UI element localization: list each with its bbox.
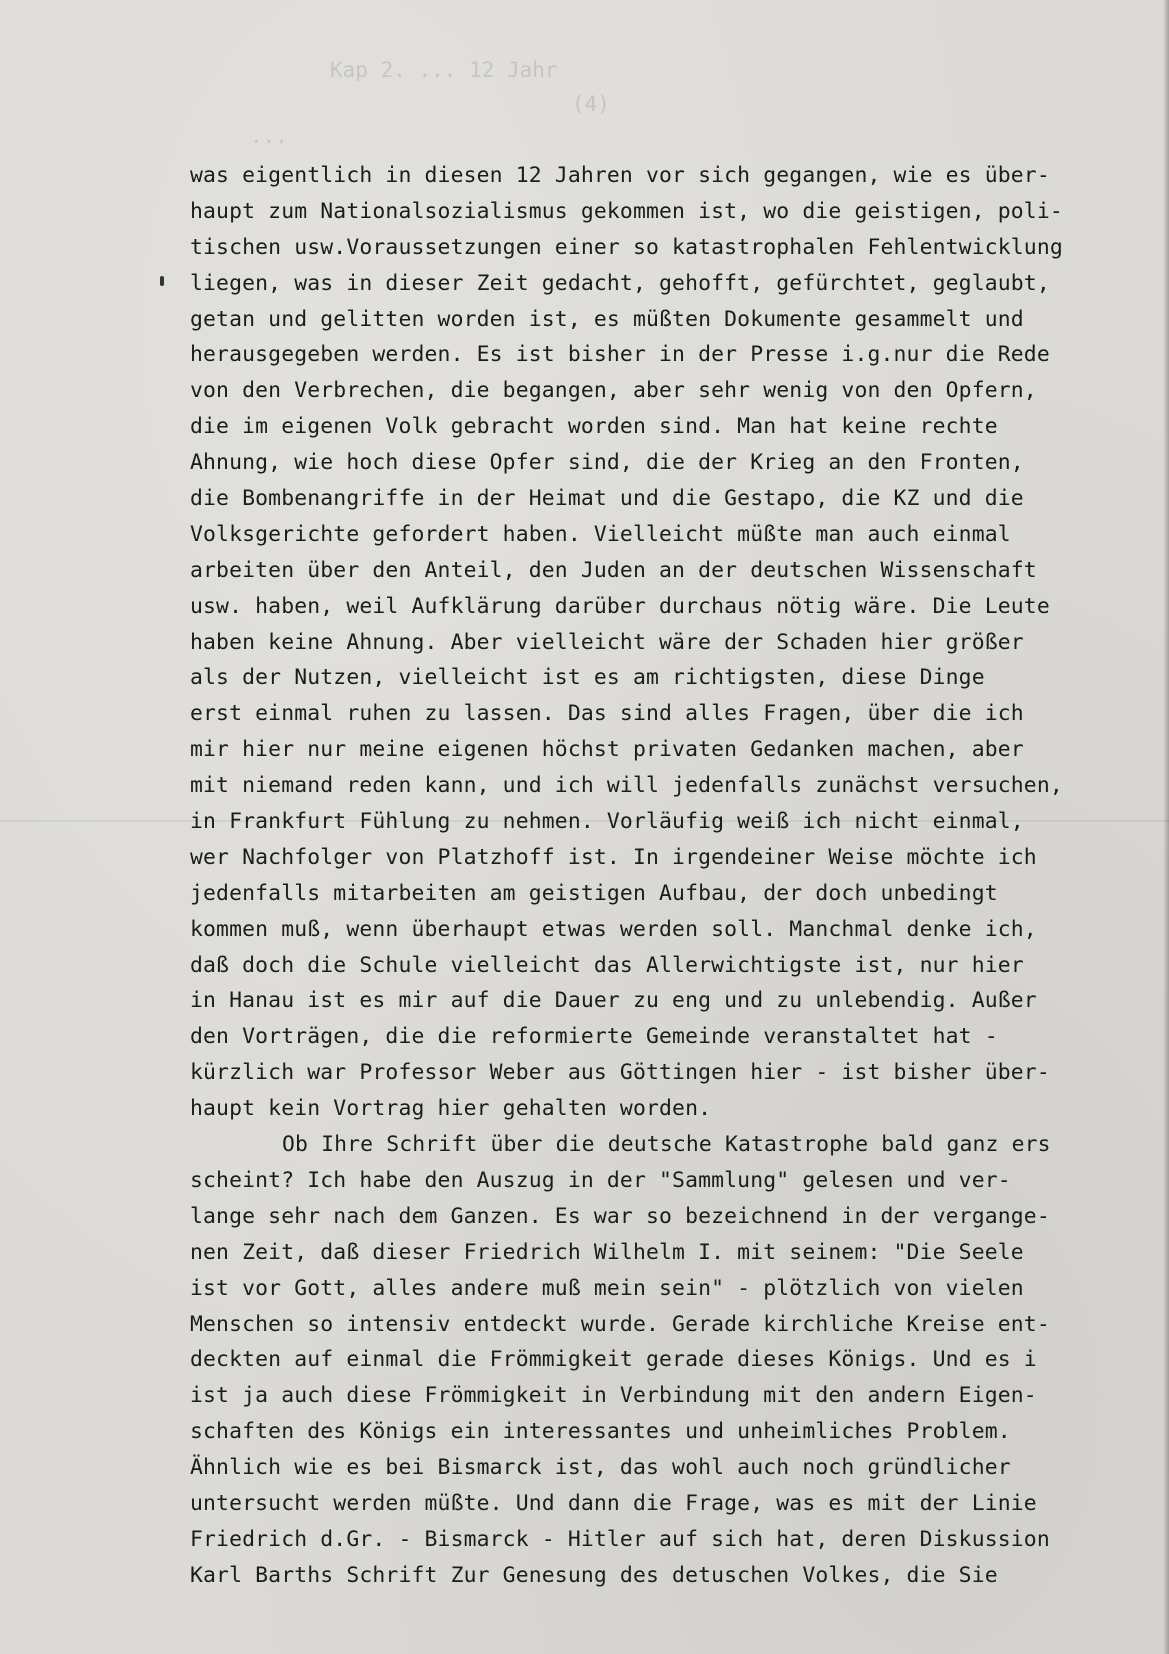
text-line-12: arbeiten über den Anteil, den Juden an der deutschen Wissenschaft bbox=[190, 557, 1037, 583]
faint-header-line-3: ... bbox=[250, 124, 288, 148]
text-line-20: wer Nachfolger von Platzhoff ist. In irgendeiner Weise möchte ich bbox=[190, 844, 1037, 870]
text-line-25: den Vorträgen, die die reformierte Gemeinde veranstaltet hat - bbox=[190, 1024, 998, 1050]
text-line-37: Ähnlich wie es bei Bismarck ist, das wohl auch noch gründlicher bbox=[190, 1455, 1011, 1481]
text-line-9: Ahnung, wie hoch diese Opfer sind, die der Krieg an den Fronten, bbox=[190, 450, 1024, 476]
text-line-23: daß doch die Schule vielleicht das Allerwichtigste ist, nur hier bbox=[190, 952, 1024, 978]
text-line-30: lange sehr nach dem Ganzen. Es war so bezeichnend in der vergange- bbox=[190, 1203, 1050, 1229]
text-line-16: erst einmal ruhen zu lassen. Das sind alles Fragen, über die ich bbox=[190, 701, 1024, 727]
text-line-28: Ob Ihre Schrift über die deutsche Katastrophe bald ganz ers bbox=[282, 1132, 1051, 1158]
text-line-34: deckten auf einmal die Frömmigkeit gerade dieses Königs. Und es i bbox=[190, 1347, 1037, 1373]
text-line-39: Friedrich d.Gr. - Bismarck - Hitler auf sich hat, deren Diskussion bbox=[190, 1526, 1050, 1552]
text-line-17: mir hier nur meine eigenen höchst privaten Gedanken machen, aber bbox=[190, 737, 1024, 763]
text-line-14: haben keine Ahnung. Aber vielleicht wäre der Schaden hier größer bbox=[190, 629, 1024, 655]
text-line-18: mit niemand reden kann, und ich will jedenfalls zunächst versuchen, bbox=[190, 773, 1063, 799]
text-line-29: scheint? Ich habe den Auszug in der "Sammlung" gelesen und ver- bbox=[190, 1167, 1011, 1193]
text-line-5: getan und gelitten worden ist, es müßten Dokumente gesammelt und bbox=[190, 306, 1024, 332]
text-line-11: Volksgerichte gefordert haben. Vielleicht müßte man auch einmal bbox=[190, 521, 1011, 547]
text-line-4: liegen, was in dieser Zeit gedacht, gehofft, gefürchtet, geglaubt, bbox=[190, 270, 1050, 296]
text-line-13: usw. haben, weil Aufklärung darüber durchaus nötig wäre. Die Leute bbox=[190, 593, 1050, 619]
text-line-40: Karl Barths Schrift Zur Genesung des detuschen Volkes, die Sie bbox=[190, 1562, 998, 1588]
text-line-6: herausgegeben werden. Es ist bisher in der Presse i.g.nur die Rede bbox=[190, 342, 1050, 368]
text-line-33: Menschen so intensiv entdeckt wurde. Gerade kirchliche Kreise ent- bbox=[190, 1311, 1050, 1337]
text-line-31: nen Zeit, daß dieser Friedrich Wilhelm I. mit seinem: "Die Seele bbox=[190, 1239, 1024, 1265]
text-line-7: von den Verbrechen, die begangen, aber sehr wenig von den Opfern, bbox=[190, 378, 1037, 404]
faint-header-line-2: (4) bbox=[572, 92, 610, 116]
faint-header-line-1: Kap 2. ... 12 Jahr bbox=[330, 58, 558, 82]
text-line-3: tischen usw.Voraussetzungen einer so katastrophalen Fehlentwicklung bbox=[190, 234, 1063, 260]
text-line-36: schaften des Königs ein interessantes und unheimliches Problem. bbox=[190, 1419, 1011, 1445]
text-line-10: die Bombenangriffe in der Heimat und die Gestapo, die KZ und die bbox=[190, 486, 1024, 512]
text-line-19: in Frankfurt Fühlung zu nehmen. Vorläufig weiß ich nicht einmal, bbox=[190, 809, 1024, 835]
text-line-8: die im eigenen Volk gebracht worden sind. Man hat keine rechte bbox=[190, 414, 998, 440]
margin-tick-mark bbox=[160, 276, 164, 286]
text-line-22: kommen muß, wenn überhaupt etwas werden soll. Manchmal denke ich, bbox=[190, 916, 1037, 942]
text-line-38: untersucht werden müßte. Und dann die Frage, was es mit der Linie bbox=[190, 1490, 1037, 1516]
text-line-1: was eigentlich in diesen 12 Jahren vor sich gegangen, wie es über- bbox=[190, 163, 1050, 188]
letter-body bbox=[190, 158, 1165, 1594]
text-line-32: ist vor Gott, alles andere muß mein sein" - plötzlich von vielen bbox=[190, 1275, 1024, 1301]
text-line-35: ist ja auch diese Frömmigkeit in Verbindung mit den andern Eigen- bbox=[190, 1383, 1037, 1409]
text-line-15: als der Nutzen, vielleicht ist es am richtigsten, diese Dinge bbox=[190, 665, 985, 691]
text-line-27: haupt kein Vortrag hier gehalten worden. bbox=[190, 1096, 712, 1122]
text-line-26: kürzlich war Professor Weber aus Göttingen hier - ist bisher über- bbox=[190, 1060, 1050, 1086]
text-line-24: in Hanau ist es mir auf die Dauer zu eng und zu unlebendig. Außer bbox=[190, 988, 1037, 1014]
text-line-21: jedenfalls mitarbeiten am geistigen Aufbau, der doch unbedingt bbox=[190, 880, 998, 906]
text-line-2: haupt zum Nationalsozialismus gekommen ist, wo die geistigen, poli- bbox=[190, 198, 1063, 224]
